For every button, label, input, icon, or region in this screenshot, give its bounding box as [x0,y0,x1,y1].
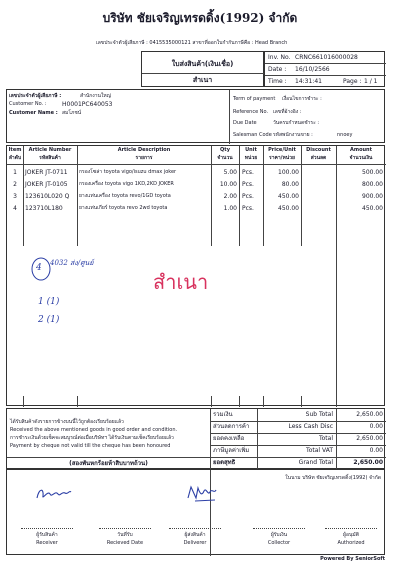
footer-summary-box [6,408,385,469]
amount-in-words: (สองพันหกร้อยห้าสิบบาทถ้วน) [69,460,148,467]
subtotal-th: รวมเงิน [213,411,233,418]
col-item-th: ลำดับ [8,155,22,161]
term-value: เงื่อนไขการชำระ : [282,96,322,102]
row-price: 100.00 [278,169,299,176]
row-desc: กรองโซล่า toyota vigo/isuzu dmax joker [79,169,177,175]
sig-deliverer-th: ผู้ส่งสินค้า [184,532,206,538]
sig-collector-en: Collector [267,540,291,546]
row-price: 450.00 [278,205,299,212]
sig-date-en: Recieved Date [106,540,144,546]
col-unit-th: หน่วย [244,155,258,161]
time-value: 14:31:41 [295,78,322,85]
row-amount: 500.00 [362,169,383,176]
sig-authorized-en: Authorized [337,540,365,546]
row-desc: ยางแท่นเกียร์ toyota revo 2wd toyota [79,205,168,211]
sales-name: nnoey [337,132,353,138]
term-label: Term of payment [233,96,276,102]
row-amount: 450.00 [362,205,383,212]
deliverer-signature-icon [185,482,219,504]
vat-th: ภาษีมูลค่าเพิ่ม [213,447,250,454]
customer-box [6,89,385,143]
col-artno-th: รหัสสินค้า [39,155,61,161]
row-amount: 800.00 [362,181,383,188]
row-unit: Pcs. [242,181,254,188]
subtotal-value: 2,650.00 [356,411,383,418]
inv-label: Inv. No. [268,54,291,61]
sales-value: รหัสพนักงานขาย : [273,132,313,138]
doc-branch: สำเนา [192,76,213,84]
company-name: บริษัท ชัยเจริญเทรดดิ้ง(1992) จำกัด [102,11,298,25]
discount-th: ส่วนลดการค้า [213,423,250,430]
sig-deliverer-en: Deliverer [183,540,207,546]
invoice-info-box [264,51,385,87]
time-label: Time : [268,78,287,85]
row-desc: ยางแท่นเครื่อง toyota revo/1GD toyota [79,193,171,199]
vat-value: 0.00 [369,447,383,454]
row-code: JOKER JT-0105 [25,181,68,188]
handwritten-top: 4032 ส่ง/ศูนย์ [50,259,94,267]
total-value: 2,650.00 [356,435,383,442]
discount-value: 0.00 [369,423,383,430]
row-unit: Pcs. [242,193,254,200]
row-price: 450.00 [278,193,299,200]
col-amt-en: Amount [349,147,373,153]
col-price-en: Price/Unit [268,147,296,153]
powered-by: Powered By SeniorSoft [320,556,385,562]
company-tax-line: เลขประจำตัวผู้เสียภาษี : 0415535000121 สาขาที่ออกใบกำกับภาษีคือ : Head Branch [96,40,288,46]
ref-label: Reference No. [233,109,269,115]
row-qty: 5.00 [223,169,237,176]
receiver-signature-icon [34,484,74,504]
row-qty: 1.00 [223,205,237,212]
sig-date-th: วันที่รับ [117,532,133,538]
row-item: 3 [13,193,17,200]
sig-receiver-en: Receiver [36,540,58,546]
row-qty: 10.00 [219,181,237,188]
sig-authorized-th: ผู้อนุมัติ [343,532,359,538]
sig-collector-th: ผู้รับเงิน [270,532,288,538]
due-value: วันครบกำหนดชำระ : [273,120,320,126]
col-item-en: Item [8,147,22,153]
taxid-value: สำนักงานใหญ่ [80,93,111,99]
row-item: 1 [13,169,17,176]
row-amount: 900.00 [362,193,383,200]
vat-en: Total VAT [306,447,333,454]
row-code: 123710L180 [25,205,63,212]
discount-en: Less Cash Disc [288,423,333,430]
col-unit-en: Unit [245,147,257,153]
row-desc: กรองเครื่อง toyota vigo 1KD,2KD JOKER [79,181,174,187]
col-artno-en: Article Number [28,147,72,153]
notice-th: ได้รับสินค้าดังรายการข้างบนนี้ไว้ถูกต้องเรียบร้อยแล้ว [10,419,124,425]
grand-total-en: Grand Total [298,459,333,466]
customer-name-value: สมโภชน์ [62,110,82,116]
sig-receiver-th: ผู้รับสินค้า [36,532,58,538]
due-label: Due Date [233,120,257,126]
col-disc-th: ส่วนลด [310,155,327,161]
col-amt-th: จำนวนเงิน [349,155,373,161]
row-qty: 2.00 [223,193,237,200]
row-unit: Pcs. [242,205,254,212]
taxid-label: เลขประจำตัวผู้เสียภาษี : [9,93,62,99]
page-label: Page : [343,78,362,85]
row-unit: Pcs. [242,169,254,176]
on-behalf: ในนาม บริษัท ชัยเจริญเทรดดิ้ง(1992) จำกัด [285,475,381,481]
ref-value: เลขที่อ้างอิง : [273,109,302,115]
customer-no-value: H0001PC640053 [62,101,113,108]
handwritten-line-2: 2 (1) [38,315,60,325]
doc-title-box [141,51,264,87]
subtotal-en: Sub Total [305,411,333,418]
date-label: Date : [268,66,287,73]
col-qty-th: จำนวน [217,155,233,161]
notice-en-1: Received the above mentioned goods in good order and condition. [10,427,178,433]
grand-total-value: 2,650.00 [353,459,383,466]
inv-value: CRNC661016000028 [295,54,358,61]
row-code: JOKER JT-0711 [25,169,68,176]
handwritten-line-1: 1 (1) [38,297,60,307]
grand-total-th: ยอดสุทธิ [213,459,236,466]
customer-no-label: Customer No. : [9,101,47,107]
col-price-th: ราคา/หน่วย [269,155,295,161]
total-en: Total [318,435,333,442]
row-price: 80.00 [281,181,299,188]
date-value: 16/10/2566 [295,66,330,73]
page-value: 1 / 1 [364,78,378,85]
handwritten-circled: 4 [36,263,42,273]
notice-en-2: Payment by cheque not valid till the cheque has been honoured [10,443,171,449]
col-disc-en: Discount [306,147,331,153]
customer-name-label: Customer Name : [9,110,58,116]
copy-stamp: สำเนา [153,270,209,294]
row-code: 123610L020 Q [25,193,70,200]
doc-title: ใบส่งสินค้า(เงินเชื่อ) [171,60,234,68]
total-th: ยอดคงเหลือ [213,435,245,442]
notice-th-2: การชำระเงินด้วยเช็คจะสมบูรณ์ต่อเมื่อบริษัทฯ ได้รับเงินตามเช็คเรียบร้อยแล้ว [10,435,174,441]
signature-box [6,469,385,555]
col-qty-en: Qty [220,147,230,153]
sales-label: Salesman Code [233,132,272,138]
row-item: 4 [13,205,17,212]
row-item: 2 [13,181,17,188]
col-desc-th: รายการ [135,155,153,161]
col-desc-en: Article Description [117,147,171,153]
